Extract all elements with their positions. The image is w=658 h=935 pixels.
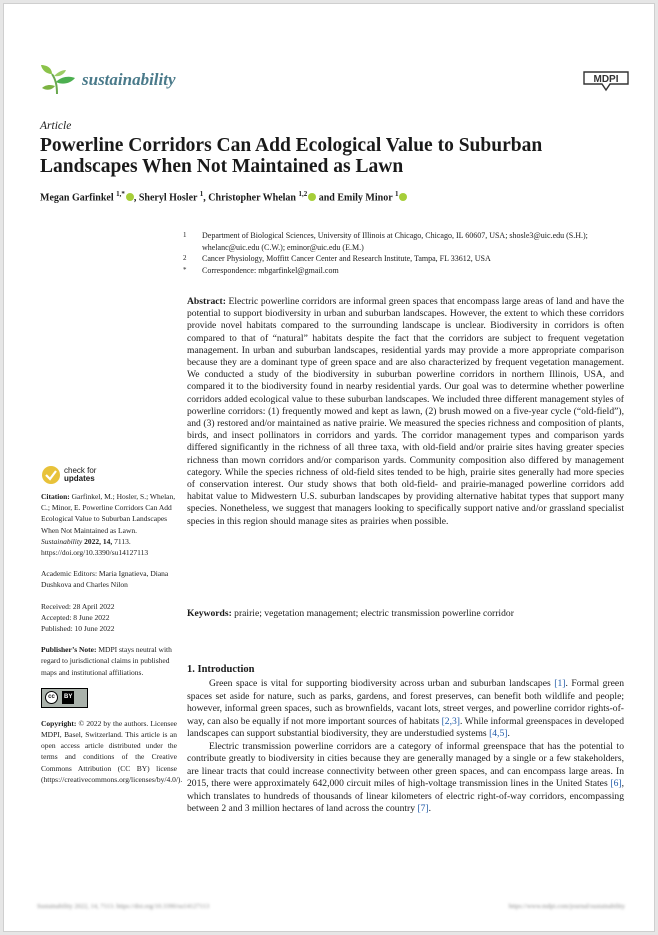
check-updates-line1: check for [64, 466, 97, 475]
paragraph: Green space is vital for supporting biodiversity across urban and suburban landscapes [1]. Formal green spaces set aside for nature, such as parks, gardens, and forest preserves, can benefit both wildlife and people; however, informal green spaces, such as brownfields, vacant lots, street verges, and powerline corridor rights-of-way, can also be equally if not more important sources of habitats [2,3]. While informal greenspaces in developed landscapes can support substantial biodiversity, they are understudied systems [4,5]. [187, 678, 624, 739]
author-affil-sup: 1 [199, 190, 204, 198]
academic-editors: Academic Editors: Maria Ignatieva, Diana Dushkova and Charles Nilon [41, 569, 169, 590]
abstract-label: Abstract: [187, 296, 226, 307]
journal-name: sustainability [82, 70, 176, 89]
published-date: Published: 10 June 2022 [41, 624, 115, 634]
affiliation-item: 2 Cancer Physiology, Moffitt Cancer Center and Research Institute, Tampa, FL 33612, USA [183, 254, 491, 263]
keywords-label: Keywords: [187, 608, 232, 619]
affiliations [180, 230, 620, 276]
check-updates-line2: updates [64, 474, 95, 483]
article-type: Article [40, 120, 72, 132]
publisher-note: Publisher’s Note: MDPI stays neutral with regard to jurisdictional claims in published maps and institutional affiliations. [41, 645, 172, 677]
author-affil-sup: 1,2 [298, 190, 308, 198]
author-name[interactable]: Emily Minor [337, 192, 393, 204]
orcid-icon[interactable] [126, 193, 134, 201]
reference-link[interactable]: [7] [417, 803, 429, 814]
reference-link[interactable]: [4,5] [489, 728, 508, 739]
page-sheet [3, 3, 655, 932]
keywords [187, 608, 624, 620]
footer-journal-url[interactable]: https://www.mdpi.com/journal/sustainability [508, 903, 625, 910]
keywords-text: prairie; vegetation management; electric transmission powerline corridor [234, 608, 514, 619]
copyright: Copyright: © 2022 by the authors. Licensee MDPI, Basel, Switzerland. This article is an open access article distributed under the terms and conditions of the Creative Commons Attribution (CC BY) license (https://creativecommons.org/licenses/by/4.0/). [41, 718, 183, 784]
reference-link[interactable]: [2,3] [441, 715, 460, 727]
reference-link[interactable]: [1] [554, 678, 566, 689]
reference-link[interactable]: [6] [610, 778, 622, 789]
footer-citation: Sustainability 2022, 14, 7113. https://doi.org/10.3390/su14127113 [37, 903, 210, 910]
section-heading: 1. Introduction [187, 664, 255, 675]
article-title: Powerline Corridors Can Add Ecological Value to Suburban Landscapes When Not Maintained as Lawn [40, 135, 543, 177]
paragraph: Electric transmission powerline corridors are a category of informal greenspace that has the potential to contribute greatly to biodiversity in cities because they are generally managed by a single or a few stakeholders, are linear tracts that could increase connectivity between other green spaces, and can encompass large areas. In 2015, there were approximately 642,000 circuit miles of high-voltage transmission lines in the United States [6], which translates to hundreds of thousands of linear kilometers of electric right-of-way corridors, encompassing between 2 and 3 million hectares of land across the country [7]. [187, 740, 624, 814]
cc-by-license-badge[interactable] [41, 688, 88, 708]
check-updates-badge[interactable] [41, 465, 96, 485]
author-name[interactable]: Sheryl Hosler [138, 192, 198, 204]
introduction-body [187, 678, 624, 816]
author-affil-sup: 1,* [116, 190, 125, 198]
author-list: Megan Garfinkel $^{1,*}$ , Sheryl Hosler $^1$, Christopher Whelan $^{1,2}$ and Emily Minor $^1$ [40, 190, 407, 203]
author-name[interactable]: Christopher Whelan [208, 192, 296, 204]
leaf-sprout-icon [40, 64, 76, 96]
accepted-date: Accepted: 8 June 2022 [41, 612, 110, 622]
doi-link[interactable]: 7113. https://doi.org/10.3390/su14127113 [41, 536, 149, 558]
journal-header [40, 62, 176, 98]
affiliation-item: * Correspondence: mbgarfinkel@gmail.com [183, 265, 339, 275]
author-affil-sup: 1 [394, 190, 399, 198]
dates [41, 601, 177, 635]
mdpi-logo [580, 70, 632, 97]
abstract-text: Electric powerline corridors are informal green spaces that encompass large areas of land and have the potential to support biodiversity in urban and suburban landscapes. However, the extent to which these corridors provide novel habitats compared to the surrounding landscape is unclear. Biodiversity in corridors is often compared to that of “natural” habitats despite the fact that the corridors are subject to frequent vegetation management. In urban and suburban landscapes, residential yards may provide a more appropriate comparison because they are a dominant type of green space and are also characterized by frequent vegetation management. We conducted a study of the biodiversity in suburban powerline corridors in northern Illinois, USA, and compared it to the biodiversity found in nearby residential yards. Our goal was to determine whether powerline corridors added ecological value to these suburban landscapes. We included three different management styles of powerline corridors: (1) frequently mowed and kept as lawn, (2) brush mowed on a five-year cycle (“old-field”), and (3) restored and/or maintained as native prairie. We measured the species richness and composition of plants, birds, and insect pollinators in corridors and yards. The corridor management types and comparison yards differed significantly in the richness of all three taxa, with old-field and/or prairie sites having greater species richness than mown corridors and/or comparison yards. Community composition also differed by management category. While the species richness of old-field sites tended to be high, prairie sites generally had more species of conservation interest. Our study shows that both old-field- and prairie-managed powerline corridors add habitat value to Midwestern U.S. suburban landscapes by providing alternative habitat types that support many species. Nonetheless, we suggest that managers looking to specifically support native and/or grassland specialist species in this region should manage sites as prairies when possible. [187, 296, 624, 527]
author-name[interactable]: Megan Garfinkel [40, 192, 114, 204]
orcid-icon[interactable] [399, 193, 407, 201]
abstract [187, 296, 624, 528]
page-footer [37, 903, 625, 910]
citation: Citation: Garfinkel, M.; Hosler, S.; Whelan, C.; Minor, E. Powerline Corridors Can Add Ecological Value to Suburban Landscapes When Not Maintained as Lawn. Sustainability 2022, 14, 7113. https://doi.org/10.3390/su14127113 [41, 492, 176, 558]
cc-icon: cc [45, 691, 58, 704]
check-updates-icon [41, 465, 61, 485]
received-date: Received: 28 April 2022 [41, 601, 115, 611]
by-icon: BY [62, 691, 74, 704]
publisher-name: MDPI [593, 74, 619, 85]
sidebar [41, 491, 183, 795]
affiliation-item: 1 Department of Biological Sciences, University of Illinois at Chicago, Chicago, IL 60607, USA; shosle3@uic.edu (S.H.); whelanc@uic.edu (C.W.); eminor@uic.edu (E.M.) [183, 231, 588, 252]
